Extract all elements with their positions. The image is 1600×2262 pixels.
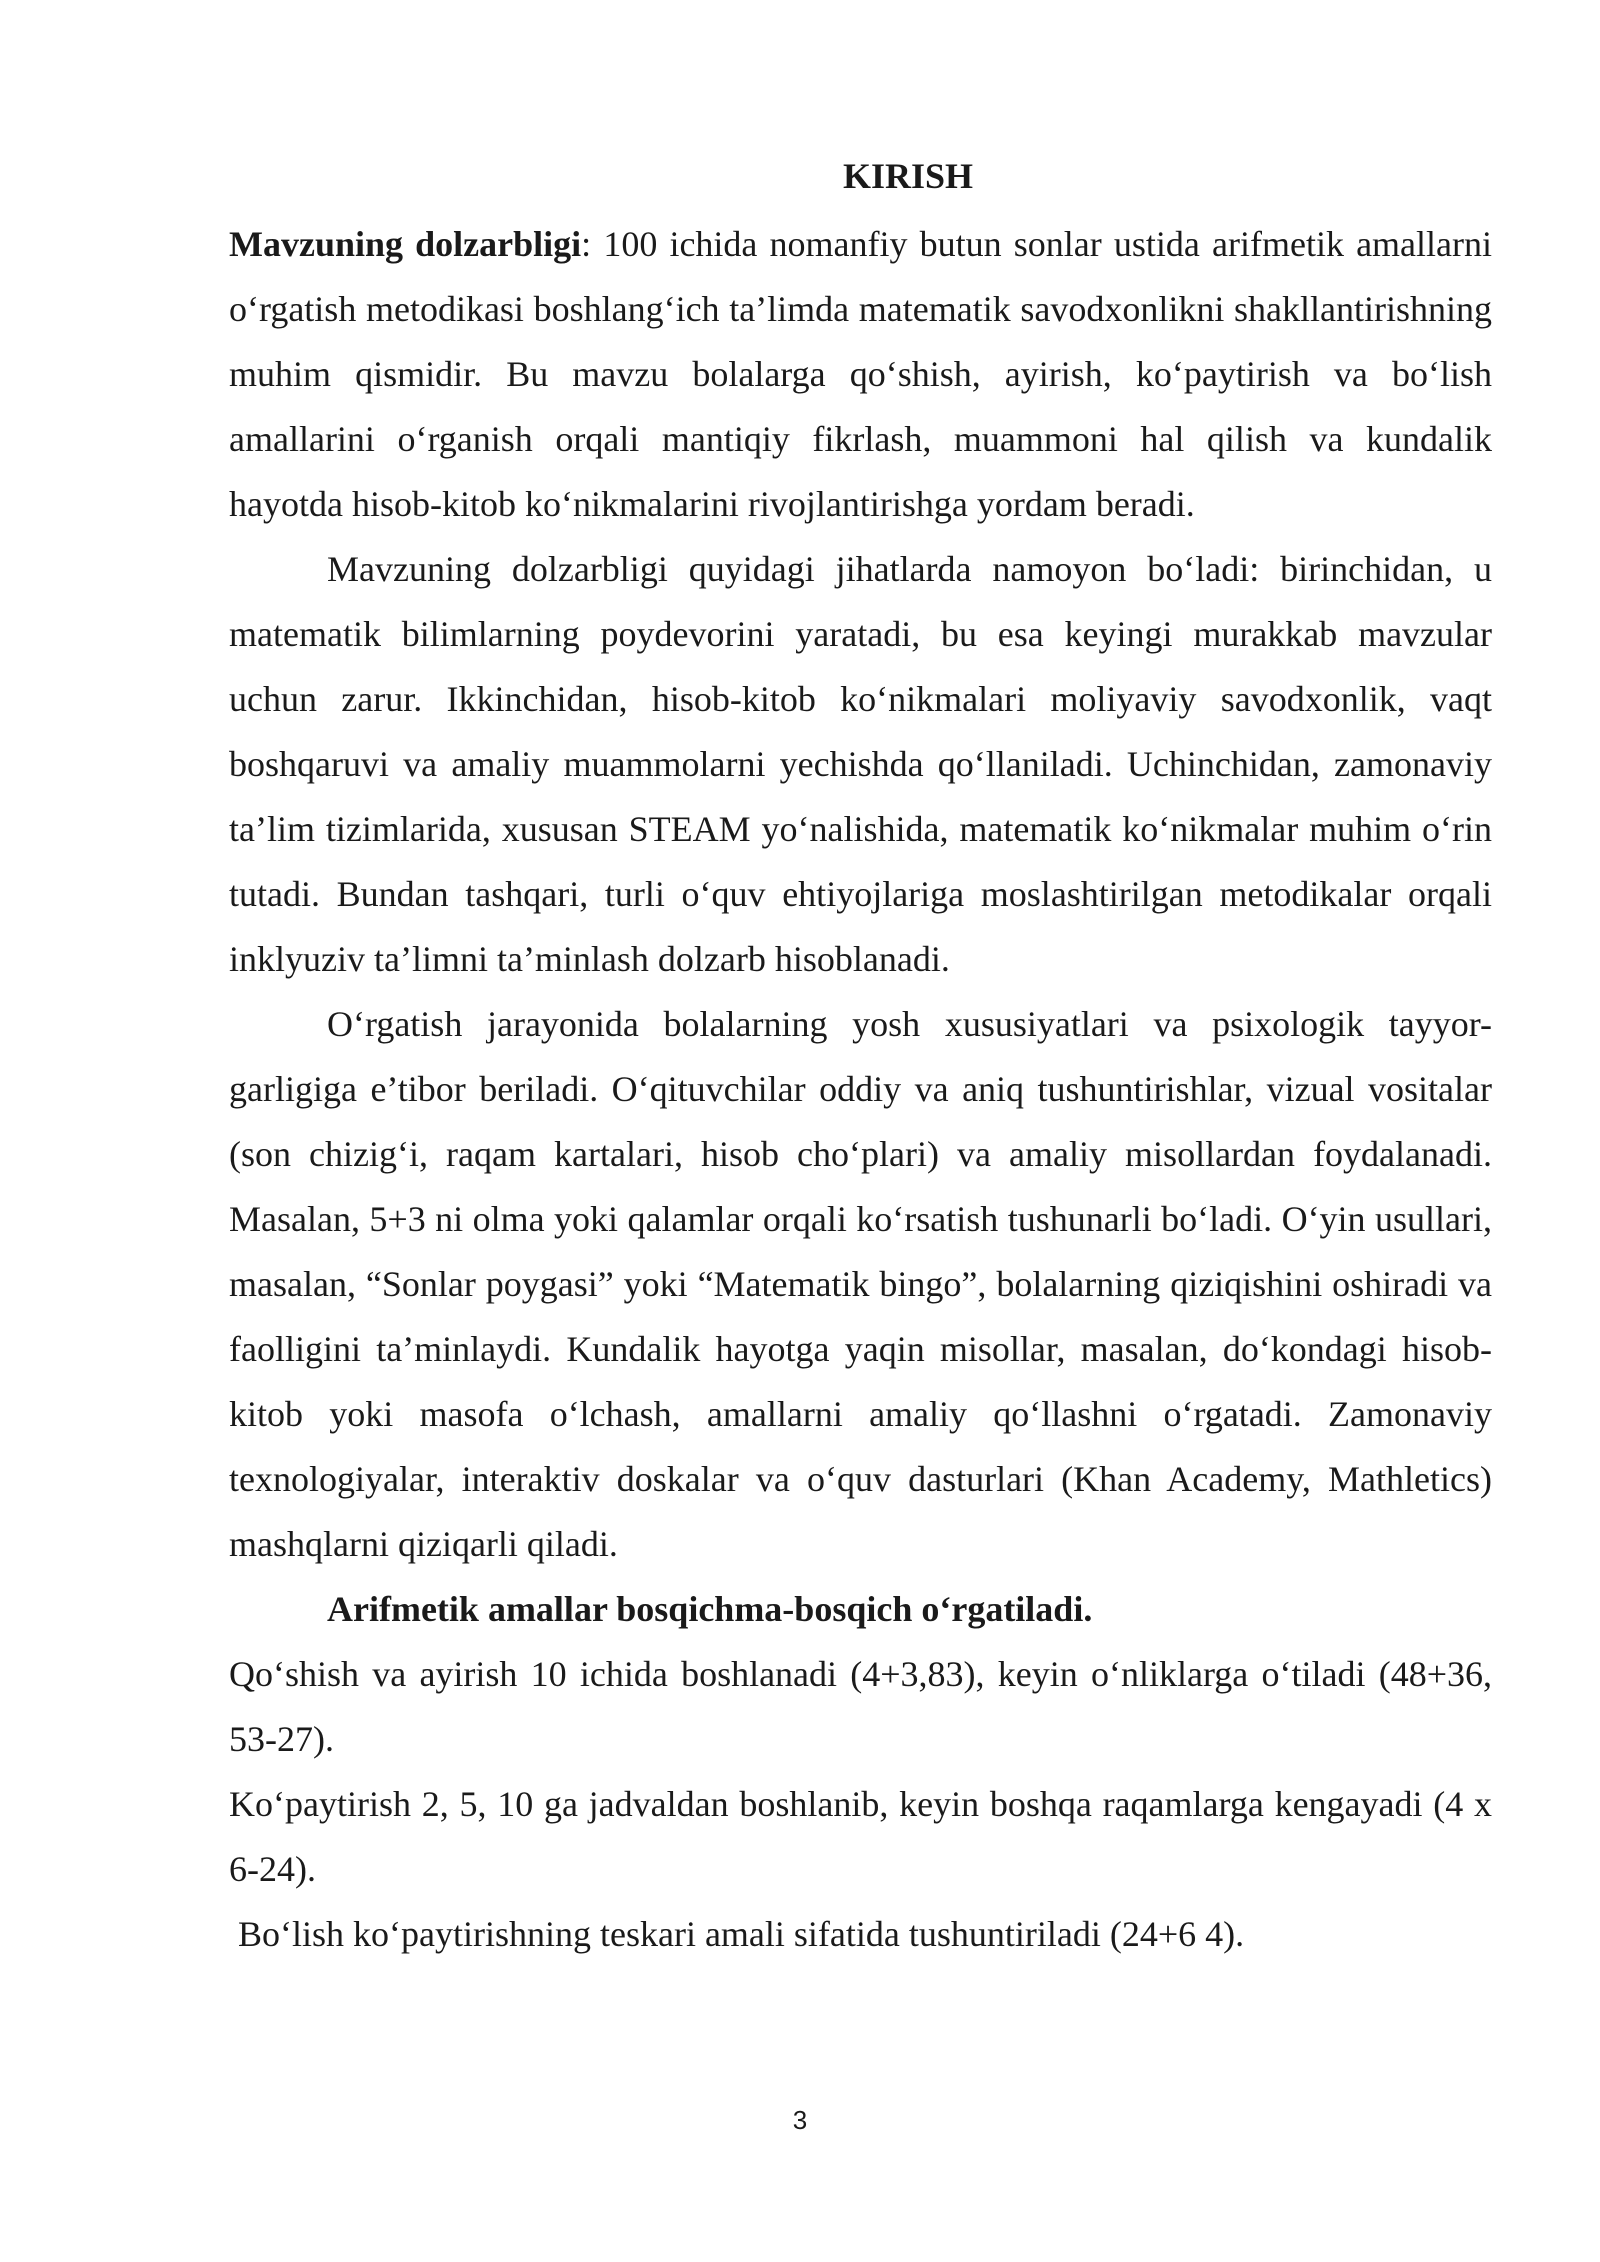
document-page — [229, 150, 1492, 1967]
intro-text: 100 ichida nomanfiy butun sonlar ustida arifmetik amallarni o‘rgatish metodikasi boshlang‘ich ta’limda matematik savodxonlikni shakllantirishning muhim qismidir. Bu mavzu bolalarga qo‘shish, ayirish, ko‘paytirish va bo‘lish amallarini o‘rganish orqali mantiqiy fikrlash, muammoni hal qilish va kundalik hayotda hisob-kitob ko‘nikmalarini rivojlantirishga yordam beradi. — [229, 224, 1493, 524]
intro-paragraph — [229, 212, 1492, 537]
step-division: Bo‘lish ko‘paytirishning teskari amali sifatida tushuntiriladi (24+6 4). — [238, 1914, 1245, 1954]
body-paragraph-relevance: Mavzuning dolzarbligi quyidagi jihatlarda namoyon bo‘ladi: birinchidan, u matematik bilimlarning poydevorini yaratadi, bu esa keyingi murakkab mavzular uchun zarur. Ikkinchidan, hisob-kitob ko‘nikmalari moliyaviy savodxonlik, vaqt boshqaruvi va amaliy muammolarni yechishda qo‘llaniladi. Uchinchidan, zamonaviy ta’lim tizimlarida, xususan STEAM yo‘nalishida, matematik ko‘nikmalar muhim o‘rin tutadi. Bundan tashqari, turli o‘quv ehtiyojlariga moslashtirilgan metodikalar orqali inklyuziv ta’limni ta’minlash dolzarb hisoblanadi. — [229, 549, 1492, 979]
section-subheading: Arifmetik amallar bosqichma-bosqich o‘rgatiladi. — [327, 1589, 1093, 1629]
step-multiplication: Ko‘paytirish 2, 5, 10 ga jadvaldan boshlanib, keyin boshqa raqamlarga kengayadi (4 x 6-24). — [229, 1784, 1492, 1889]
step-addition-subtraction: Qo‘shish va ayirish 10 ichida boshlanadi (4+3,83), keyin o‘nliklarga o‘tiladi (48+36, 53-27). — [229, 1654, 1492, 1759]
body-paragraph-teaching: O‘rgatish jarayonida bolalarning yosh xususiyatlari va psixologik tayyor-garligiga e’tibor beriladi. O‘qituvchilar oddiy va aniq tushuntirishlar, vizual vositalar (son chizig‘i, raqam kartalari, hisob cho‘plari) va amaliy misollardan foydalanadi. Masalan, 5+3 ni olma yoki qalamlar orqali ko‘rsatish tushunarli bo‘ladi. O‘yin usullari, masalan, “Sonlar poygasi” yoki “Matematik bingo”, bolalarning qiziqishini oshiradi va faolligini ta’minlaydi. Kundalik hayotga yaqin misollar, masalan, do‘kondagi hisob-kitob yoki masofa o‘lchash, amallarni amaliy qo‘llashni o‘rgatadi. Zamonaviy texnologiyalar, interaktiv doskalar va o‘quv dasturlari (Khan Academy, Mathletics) mashqlarni qiziqarli qiladi. — [229, 1004, 1492, 1564]
intro-label: Mavzuning dolzarbligi — [229, 224, 582, 264]
page-title: KIRISH — [842, 156, 974, 196]
intro-separator: : — [581, 224, 592, 264]
page-number: 3 — [792, 2105, 808, 2135]
